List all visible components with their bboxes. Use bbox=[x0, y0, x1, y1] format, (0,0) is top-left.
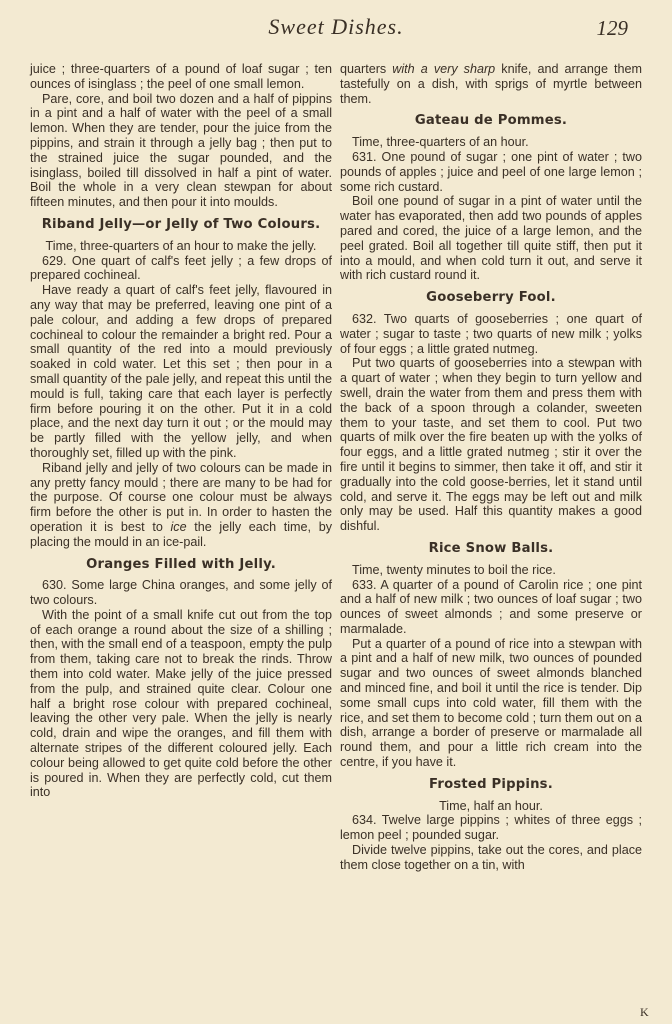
page-number: 129 bbox=[596, 16, 628, 40]
paragraph: Boil one pound of sugar in a pint of water until the water has evaporated, then add two pounds of apples pared and cored, the juice of a large lemon, and the peel grated. Boil all together till quite stiff, then put it into a mould, and when cold turn it out, and serve it with rich custard round it. bbox=[340, 194, 642, 283]
recipe-heading: Gateau de Pommes. bbox=[414, 113, 568, 129]
recipe-time: Time, three-quarters of an hour. bbox=[352, 135, 529, 150]
paragraph: juice ; three-quarters of a pound of loaf sugar ; ten ounces of isinglass ; the peel of one small lemon. bbox=[30, 62, 332, 91]
italic-text: ice bbox=[170, 519, 187, 534]
paragraph: Divide twelve pippins, take out the cores, and place them close together on a tin, with bbox=[340, 843, 642, 872]
recipe-ingredients: 632. Two quarts of gooseberries ; one quart of water ; sugar to taste ; two quarts of new milk ; yolks of four eggs ; a little grated nutmeg. bbox=[340, 311, 642, 356]
recipe-time: Time, three-quarters of an hour to make the jelly. bbox=[45, 238, 317, 253]
paragraph: Put a quarter of a pound of rice into a stewpan with a pint and a half of new milk, two ounces of pounded sugar and two ounces of sweet almonds blanched and minced fine, and boil it until the rice is tender. Dip some small cups into cold water, fill them with the rice, and set them to become cold ; turn them out on a dish, arrange a border of preserve or marmalade all round them, and pour a little rich cream into the centre, if you have it. bbox=[340, 636, 642, 770]
recipe-heading: Gooseberry Fool. bbox=[426, 290, 556, 306]
recipe-heading: Frosted Pippins. bbox=[429, 776, 553, 792]
running-title: Sweet Dishes. bbox=[268, 14, 404, 39]
paragraph bbox=[340, 62, 642, 106]
recipe-time: Time, half an hour. bbox=[439, 798, 543, 813]
text-span: the jelly each time, by placing the mould in an ice-pail. bbox=[30, 519, 332, 549]
recipe-ingredients: 629. One quart of calf's feet jelly ; a few drops of prepared cochineal. bbox=[30, 253, 332, 283]
signature-mark: K bbox=[640, 1005, 649, 1019]
paragraph bbox=[30, 461, 332, 550]
italic-text: with a very sharp bbox=[392, 62, 496, 76]
text-span: knife, and arrange them tastefully on a dish, with sprigs of myrtle between them. bbox=[340, 62, 643, 106]
text-span: Riband jelly and jelly of two colours can be made in any pretty fancy mould ; there are many to be had for the purpose. Of course one colour must be always firm before the other is put in. In order to hasten the operation it is best to bbox=[30, 460, 332, 534]
recipe-heading: Riband Jelly—or Jelly of Two Colours. bbox=[41, 216, 321, 232]
recipe-heading: Rice Snow Balls. bbox=[428, 540, 554, 556]
recipe-time: Time, twenty minutes to boil the rice. bbox=[352, 562, 556, 577]
paragraph: Put two quarts of gooseberries into a stewpan with a quart of water ; when they begin to turn yellow and swell, drain the water from them and press them with the back of a spoon through a colander, sweeten them to your taste, and set them to cool. Put two quarts of milk over the fire beaten up with the yolks of four eggs, and a little grated nutmeg ; stir it over the fire until it begins to simmer, then take it off, and stir it gradually into the cold goose-berries, let it stand until cold, and serve it. The eggs may be left out and milk only may be used. Half this quantity makes a good dishful. bbox=[340, 356, 642, 534]
left-column bbox=[30, 62, 332, 800]
text-span: quarters bbox=[340, 62, 387, 76]
recipe-ingredients: 634. Twelve large pippins ; whites of three eggs ; lemon peel ; pounded sugar. bbox=[340, 813, 642, 843]
paragraph: Pare, core, and boil two dozen and a half of pippins in a pint and a half of water with the peel of a small lemon. When they are tender, pour the juice from the pippins, and strain it through a jelly bag ; then put to the strained juice the sugar pounded, and the isinglass, boiled till dissolved in half a pint of water. Boil the whole in a very clean stewpan for about fifteen minutes, and then pour it into moulds. bbox=[30, 91, 332, 210]
recipe-ingredients: 631. One pound of sugar ; one pint of water ; two pounds of apples ; juice and peel of one large lemon ; some rich custard. bbox=[340, 149, 642, 194]
recipe-heading: Oranges Filled with Jelly. bbox=[86, 556, 276, 572]
right-column bbox=[340, 62, 642, 873]
paragraph: Have ready a quart of calf's feet jelly, flavoured in any way that may be preferred, leaving one pint of a pale colour, and adding a few drops of prepared cochineal to colour the remainder a bright red. Pour a small quantity of the red into a mould previously soaked in cold water. Let this set ; then pour in a small quantity of the pale jelly, and repeat this until the mould is full, taking care that each layer is perfectly firm before pouring it on the other. Put it in a cold place, and the next day turn it out ; or the mould may be partly filled with the yellow jelly, and when thoroughly set, filled up with the pink. bbox=[30, 283, 332, 460]
recipe-ingredients: 633. A quarter of a pound of Carolin rice ; one pint and a half of new milk ; two ounces of loaf sugar ; two ounces of sweet almonds ; and some preserve or marmalade. bbox=[340, 577, 642, 636]
recipe-ingredients: 630. Some large China oranges, and some jelly of two colours. bbox=[30, 578, 332, 608]
paragraph: With the point of a small knife cut out from the top of each orange a round about the size of a shilling ; then, with the small end of a teaspoon, empty the pulp from them, taking care not to break the rinds. Throw them into cold water. Make jelly of the juice pressed from the pulp, and strained quite clear. Colour one half a bright rose colour with prepared cochineal, leaving the other very pale. When the jelly is nearly cold, drain and wipe the oranges, and fill them with alternate stripes of the different coloured jelly. Each colour being allowed to get quite cold before the other is poured in. When they are perfectly cold, cut them into bbox=[30, 607, 332, 800]
